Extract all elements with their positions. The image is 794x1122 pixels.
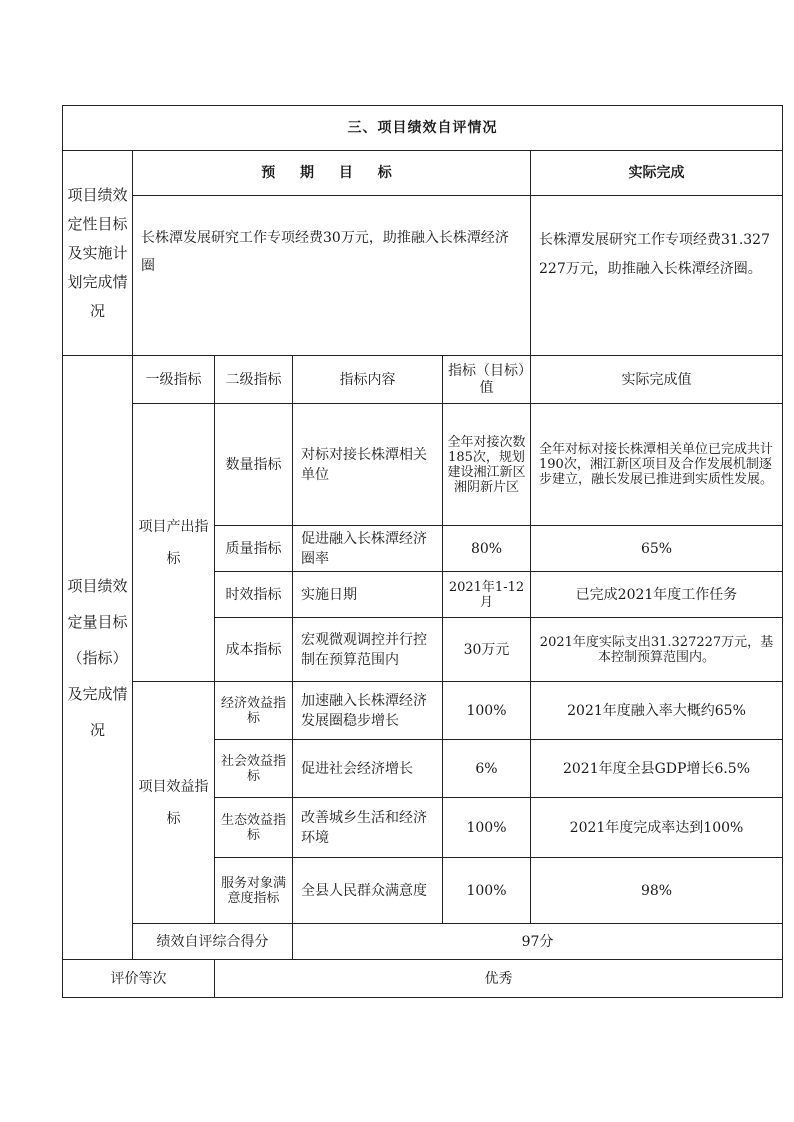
score-row (63, 924, 783, 960)
actual-value-cell: 2021年度完成率达到100% (531, 798, 783, 858)
actual-value-cell: 2021年度实际支出31.327227万元，基本控制预算范围内。 (531, 618, 783, 682)
indicator-content-cell: 促进社会经济增长 (293, 740, 443, 798)
actual-value-cell: 已完成2021年度工作任务 (531, 572, 783, 618)
quantitative-side-label: 项目绩效定量目标（指标）及完成情况 (63, 356, 133, 960)
level2-cell: 时效指标 (215, 572, 293, 618)
score-label: 绩效自评综合得分 (133, 924, 293, 960)
actual-value-cell: 2021年度全县GDP增长6.5% (531, 740, 783, 798)
indicator-content-cell: 促进融入长株潭经济圈率 (293, 526, 443, 572)
indicator-content-cell: 加速融入长株潭经济发展圈稳步增长 (293, 682, 443, 740)
table-row (63, 682, 783, 740)
target-value-cell: 100% (443, 858, 531, 924)
actual-completion-header: 实际完成 (531, 151, 783, 196)
goal-content-row (63, 196, 783, 356)
level2-cell: 社会效益指标 (215, 740, 293, 798)
level2-header: 二级指标 (215, 356, 293, 404)
level2-cell: 服务对象满意度指标 (215, 858, 293, 924)
performance-self-evaluation-table (62, 105, 783, 998)
target-value-cell: 全年对接次数185次，规划建设湘江新区湘阴新片区 (443, 404, 531, 526)
actual-value-header: 实际完成值 (531, 356, 783, 404)
actual-value-cell: 全年对标对接长株潭相关单位已完成共计190次，湘江新区项目及合作发展机制逐步建立，融长发展已推进到实质性发展。 (531, 404, 783, 526)
level1-header: 一级指标 (133, 356, 215, 404)
level1-output-indicator: 项目产出指标 (133, 404, 215, 682)
actual-value-cell: 2021年度融入率大概约65% (531, 682, 783, 740)
indicator-header-row (63, 356, 783, 404)
target-header: 指标（目标）值 (443, 356, 531, 404)
actual-value-cell: 65% (531, 526, 783, 572)
target-value-cell: 30万元 (443, 618, 531, 682)
actual-completion-text: 长株潭发展研究工作专项经费31.327227万元，助推融入长株潭经济圈。 (531, 196, 783, 356)
qualitative-side-label: 项目绩效定性目标及实施计划完成情况 (63, 151, 133, 356)
section-title: 三、项目绩效自评情况 (63, 106, 783, 151)
expected-goal-header: 预 期 目 标 (133, 151, 531, 196)
target-value-cell: 6% (443, 740, 531, 798)
grade-label: 评价等次 (63, 960, 215, 998)
expected-goal-text: 长株潭发展研究工作专项经费30万元，助推融入长株潭经济圈 (133, 196, 531, 356)
level2-cell: 质量指标 (215, 526, 293, 572)
level1-benefit-indicator: 项目效益指标 (133, 682, 215, 924)
level2-cell: 经济效益指标 (215, 682, 293, 740)
actual-value-cell: 98% (531, 858, 783, 924)
level2-cell: 生态效益指标 (215, 798, 293, 858)
section-title-row (63, 106, 783, 151)
indicator-content-cell: 全县人民群众满意度 (293, 858, 443, 924)
target-value-cell: 80% (443, 526, 531, 572)
indicator-content-cell: 改善城乡生活和经济环境 (293, 798, 443, 858)
indicator-content-cell: 宏观微观调控并行控制在预算范围内 (293, 618, 443, 682)
level2-cell: 数量指标 (215, 404, 293, 526)
goal-header-row (63, 151, 783, 196)
indicator-content-cell: 对标对接长株潭相关单位 (293, 404, 443, 526)
indicator-content-cell: 实施日期 (293, 572, 443, 618)
table-row (63, 404, 783, 526)
target-value-cell: 100% (443, 798, 531, 858)
target-value-cell: 100% (443, 682, 531, 740)
score-value: 97分 (293, 924, 783, 960)
grade-row (63, 960, 783, 998)
level2-cell: 成本指标 (215, 618, 293, 682)
content-header: 指标内容 (293, 356, 443, 404)
target-value-cell: 2021年1-12月 (443, 572, 531, 618)
grade-value: 优秀 (215, 960, 783, 998)
